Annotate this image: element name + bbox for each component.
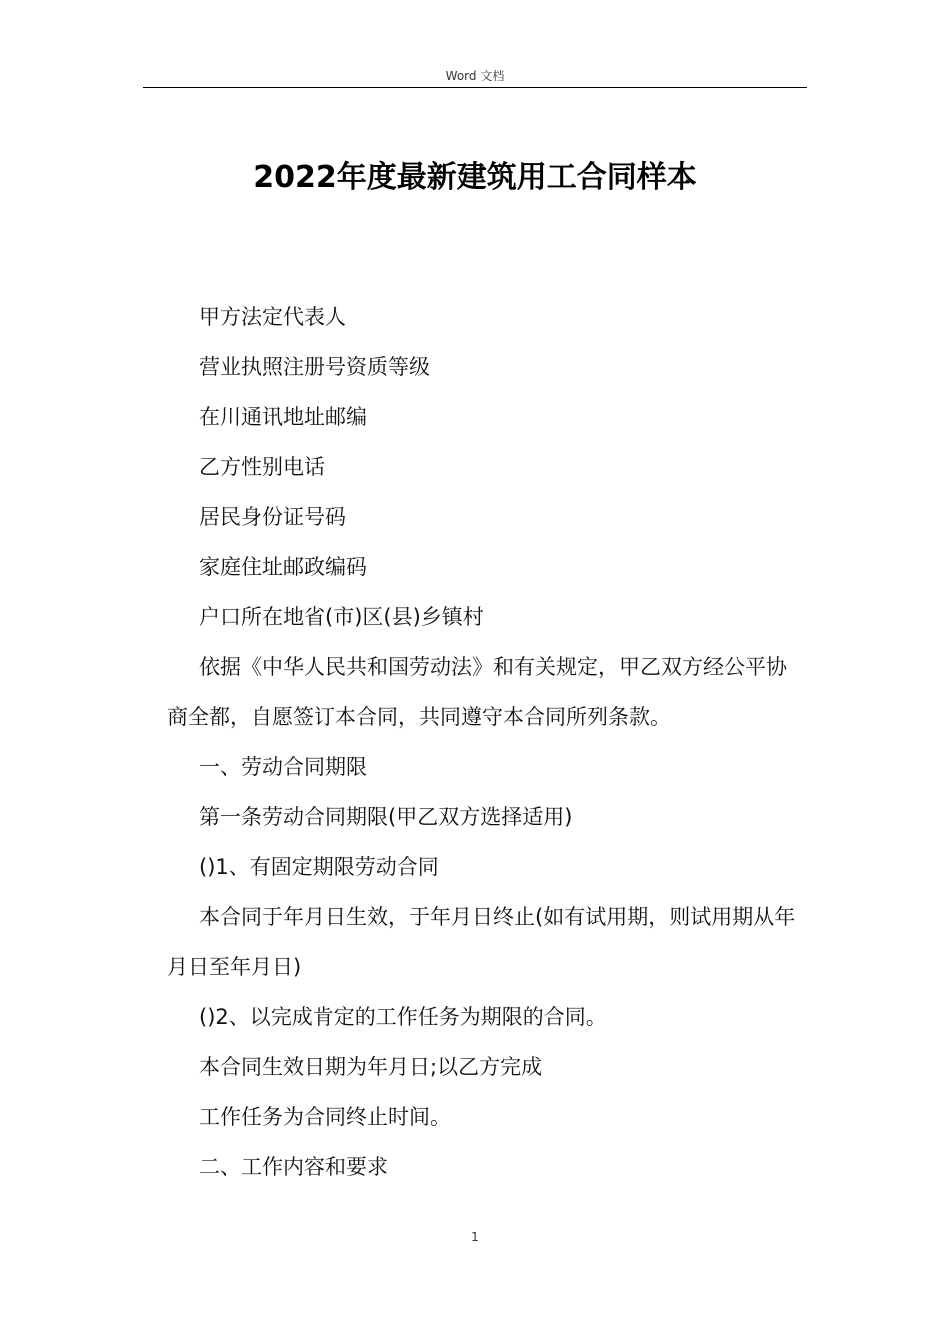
section-heading-contract-term: 一、劳动合同期限 [199,755,367,779]
paragraph-party-b: 乙方性别电话 [199,455,325,479]
paragraph-household-registration: 户口所在地省(市)区(县)乡镇村 [199,605,484,629]
paragraph-fixed-term: ()1、有固定期限劳动合同 [199,855,439,879]
header-divider [143,87,807,88]
paragraph-task-effective-date: 本合同生效日期为年月日;以乙方完成 [199,1055,543,1079]
page-number: 1 [471,1230,479,1244]
paragraph-legal-basis: 依据《中华人民共和国劳动法》和有关规定，甲乙双方经公平协商全都，自愿签订本合同，共同遵守本合同所列条款。 [167,655,787,729]
paragraph-business-license: 营业执照注册号资质等级 [199,355,430,379]
paragraph-id-number: 居民身份证号码 [199,505,346,529]
paragraph-task-termination: 工作任务为合同终止时间。 [199,1105,451,1129]
document-body [167,292,807,1192]
header-label: Word 文档 [445,69,505,83]
paragraph-article-1: 第一条劳动合同期限(甲乙双方选择适用) [199,805,573,829]
paragraph-effective-dates: 本合同于年月日生效，于年月日终止(如有试用期，则试用期从年月日至年月日) [167,905,796,979]
document-title: 2022年度最新建筑用工合同样本 [253,160,697,195]
section-heading-work-content: 二、工作内容和要求 [199,1155,388,1179]
paragraph-task-based-term: ()2、以完成肯定的工作任务为期限的合同。 [199,1005,607,1029]
paragraph-party-a-representative: 甲方法定代表人 [199,305,346,329]
paragraph-address-postcode: 在川通讯地址邮编 [199,405,367,429]
paragraph-home-address: 家庭住址邮政编码 [199,555,367,579]
